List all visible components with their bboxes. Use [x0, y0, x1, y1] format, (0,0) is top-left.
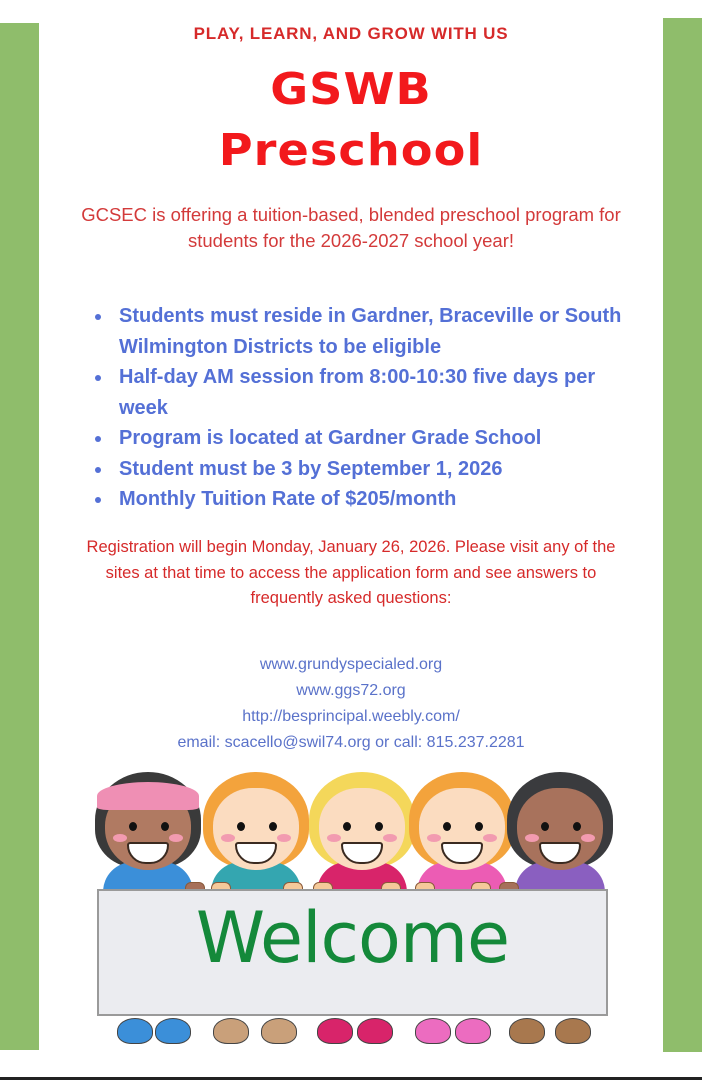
- list-item-text: Program is located at Gardner Grade School: [119, 427, 542, 449]
- kid-5-illustration: [505, 762, 615, 902]
- shoe-icon: [155, 1018, 191, 1044]
- contact-links: [39, 652, 663, 756]
- list-item-text: Monthly Tuition Rate of $205/month: [119, 488, 457, 510]
- kid-4-illustration: [407, 762, 517, 902]
- bullet-icon: [95, 497, 101, 503]
- shoe-icon: [555, 1018, 591, 1044]
- list-item: [89, 362, 629, 423]
- kid-3-illustration: [307, 762, 417, 902]
- shoe-icon: [213, 1018, 249, 1044]
- shoe-icon: [357, 1018, 393, 1044]
- shoe-icon: [261, 1018, 297, 1044]
- list-item: [89, 454, 629, 485]
- registration-text: Registration will begin Monday, January 26, 2026. Please visit any of the sites at that time to access the application form and see answers to frequently asked questions:: [86, 538, 616, 607]
- bullet-icon: [95, 314, 101, 320]
- shoe-icon: [317, 1018, 353, 1044]
- list-item: [89, 484, 629, 515]
- link-grundyspecialed[interactable]: www.grundyspecialed.org: [259, 656, 443, 673]
- link-ggs72[interactable]: www.ggs72.org: [296, 682, 406, 699]
- list-item: [89, 301, 629, 362]
- kids-welcome-illustration: [85, 762, 625, 1062]
- list-item-text: Student must be 3 by September 1, 2026: [119, 457, 503, 480]
- list-item-text: Half-day AM session from 8:00-10:30 five days per week: [119, 366, 596, 419]
- right-green-border: [663, 18, 702, 1052]
- bullet-icon: [95, 375, 101, 381]
- shoe-icon: [509, 1018, 545, 1044]
- tagline: PLAY, LEARN, AND GROW WITH US: [193, 24, 509, 43]
- kid-2-illustration: [201, 762, 311, 902]
- list-item: [89, 423, 629, 454]
- left-green-border: [0, 23, 39, 1050]
- contact-email-phone[interactable]: email: scacello@swil74.org or call: 815.237.2281: [177, 734, 525, 751]
- list-item-text: Students must reside in Gardner, Braceville or South Wilmington Districts to be eligible: [119, 305, 622, 358]
- kid-1-illustration: [93, 762, 203, 902]
- welcome-sign: [97, 889, 608, 1016]
- welcome-sign-text: Welcome: [195, 897, 510, 979]
- title-line-1: GSWB: [270, 64, 432, 115]
- shoe-icon: [415, 1018, 451, 1044]
- bullet-icon: [95, 467, 101, 473]
- link-besprincipal[interactable]: http://besprincipal.weebly.com/: [242, 708, 460, 725]
- shoe-icon: [117, 1018, 153, 1044]
- eligibility-list: [89, 301, 629, 515]
- bullet-icon: [95, 436, 101, 442]
- title-line-2: Preschool: [218, 125, 484, 176]
- intro-text: GCSEC is offering a tuition-based, blended preschool program for students for the 2026-2027 school year!: [81, 204, 621, 251]
- shoe-icon: [455, 1018, 491, 1044]
